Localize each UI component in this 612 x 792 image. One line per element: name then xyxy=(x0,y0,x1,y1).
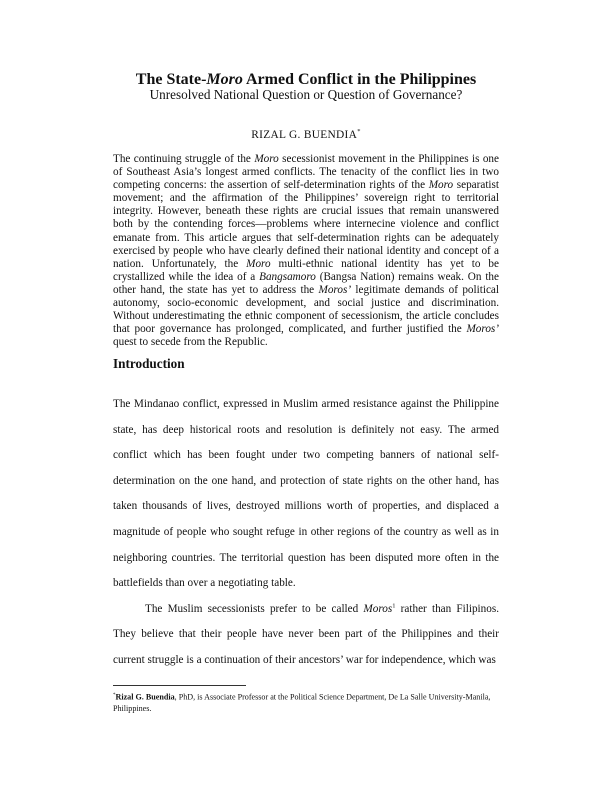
abstract-text-segment: legitimate demands of political autonomy, socio-economic development, and social justice and discrimination. Without underestimating the ethnic component of secessionism, the article concludes that poor governance has prolonged, complicated, and further justified the xyxy=(113,283,499,336)
abstract-italic-term: Moro xyxy=(246,257,271,270)
body-paragraph: The Mindanao conflict, expressed in Muslim armed resistance against the Philippine state, has deep historical roots and resolution is definitely not easy. The armed conflict which has been fought under two competing banners of national self-determination on the one hand, and protection of state rights on the other hand, has taken thousands of lives, destroyed millions worth of properties, and displaced a magnitude of people who sought refuge in other regions of the country as well as in neighboring countries. The territorial question has been disputed more often in the battlefields than over a negotiating table. xyxy=(113,398,499,590)
abstract-text-segment: (Bangsa Nation) remains weak. On the other hand, the state has yet to address the xyxy=(113,270,499,296)
abstract-italic-term: Moro xyxy=(254,153,279,165)
abstract-italic-term: Moro xyxy=(428,179,454,192)
abstract-text-segment: secessionist movement in the Philippines is one of Southeast Asia’s longest armed conflicts. The tenacity of the conflict lies in two competing concerns: the assertion of self-determination rights of the xyxy=(113,153,499,192)
title-italic: Moro xyxy=(206,71,243,88)
abstract-italic-term: Bangsamoro xyxy=(259,270,316,283)
abstract-italic-term: Moros’ xyxy=(318,283,352,296)
introduction-body xyxy=(113,392,499,674)
abstract xyxy=(113,153,499,349)
author-name: RIZAL G. BUENDIA xyxy=(251,128,358,141)
title-suffix: Armed Conflict in the Philippines xyxy=(242,71,477,88)
paragraph-text-before: The Muslim secessionists prefer to be called xyxy=(145,602,364,615)
footnote-divider xyxy=(113,685,246,686)
footnote-reference[interactable]: 1 xyxy=(392,602,396,610)
paragraph-text-after: rather than Filipinos. They believe that their people have never been part of the Philippines and their current struggle is a continuation of their ancestors’ war for independence, which was xyxy=(113,602,499,666)
paragraph-italic-term: Moros xyxy=(363,602,393,615)
abstract-italic-term: Moros’ xyxy=(466,323,499,336)
title-prefix: The State- xyxy=(135,71,207,88)
body-paragraph xyxy=(113,597,499,674)
abstract-text-segment: The continuing struggle of the xyxy=(113,153,255,165)
abstract-text-segment: quest to secede from the Republic. xyxy=(113,336,268,349)
footnote xyxy=(113,690,503,714)
paper-subtitle: Unresolved National Question or Question of Governance? xyxy=(149,87,463,102)
footnote-author-name: Rizal G. Buendia xyxy=(115,692,175,702)
abstract-text-segment: multi-ethnic national identity has yet to be crystallized while the idea of a xyxy=(113,257,499,283)
abstract-paragraph xyxy=(113,153,499,349)
footnote-text: , PhD, is Associate Professor at the Political Science Department, De La Salle University-Manila, Philippines. xyxy=(113,692,491,713)
section-heading-introduction: Introduction xyxy=(113,356,185,371)
author-footnote-mark[interactable]: * xyxy=(357,128,361,135)
footnote-mark: * xyxy=(113,693,116,698)
abstract-text-segment: separatist movement; and the affirmation of the Philippines’ sovereign right to territorial integrity. However, beneath these rights are crucial issues that remain unanswered both by the contending forces—problems where internecine violence and conflict emanate from. This article argues that self-determination rights can be adequately exercised by people who have clearly defined their national identity and concept of a nation. Unfortunately, the xyxy=(113,179,500,270)
author-line xyxy=(0,125,612,142)
